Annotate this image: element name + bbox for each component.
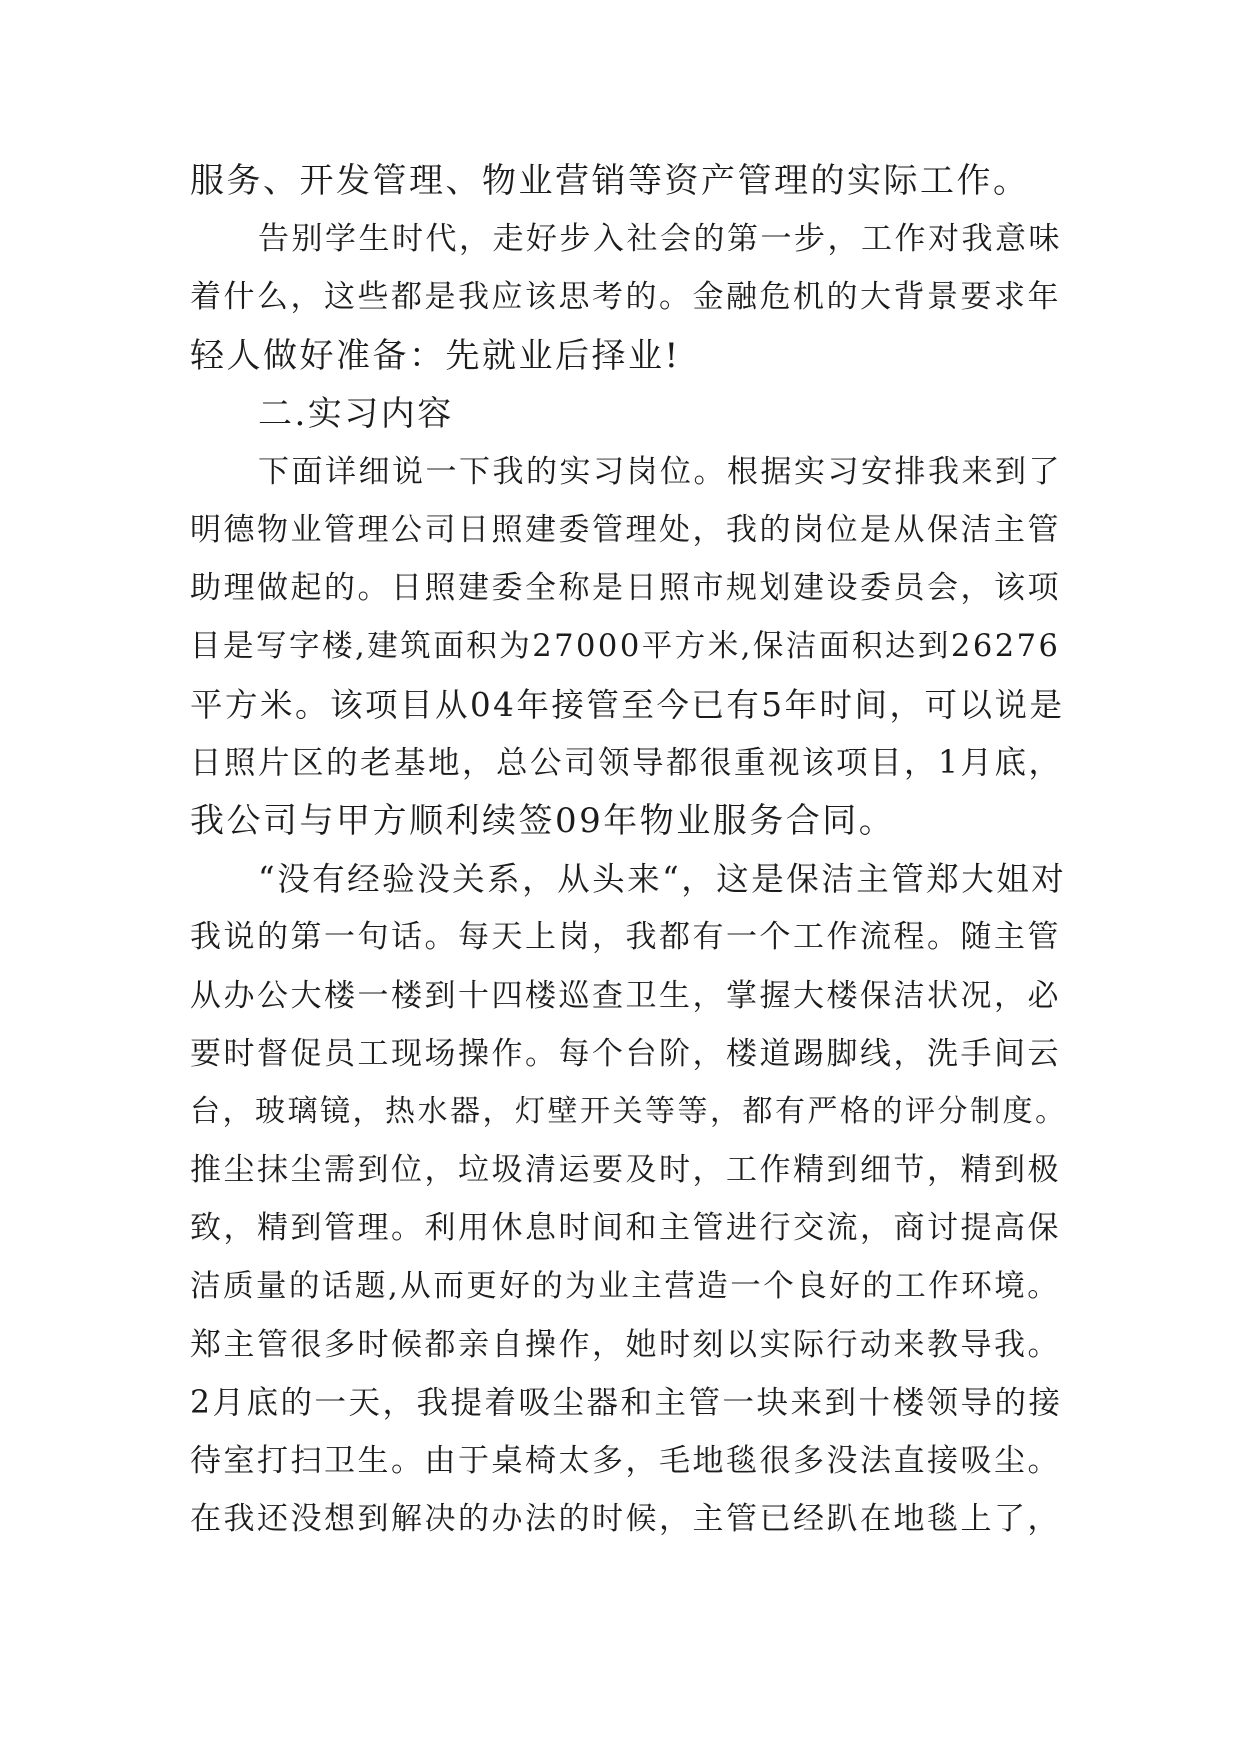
section-heading: 二.实习内容 <box>258 393 454 434</box>
text-line: 目是写字楼,建筑面积为27000平方米,保洁面积达到26276 <box>190 628 1061 664</box>
text-line: 轻人做好准备：先就业后择业! <box>190 335 681 376</box>
document-body <box>190 152 1070 1549</box>
text-line: 助理做起的。日照建委全称是日照市规划建设委员会，该项 <box>190 570 1061 607</box>
text-line: 从办公大楼一楼到十四楼巡查卫生，掌握大楼保洁状况，必 <box>190 977 1061 1014</box>
text-line: 日照片区的老基地，总公司领导都很重视该项目，1月底， <box>190 744 1063 781</box>
text-line: 推尘抹尘需到位，垃圾清运要及时，工作精到细节，精到极 <box>190 1152 1061 1189</box>
text-line: 致，精到管理。利用休息时间和主管进行交流，商讨提高保 <box>190 1210 1061 1247</box>
text-line: 告别学生时代，走好步入社会的第一步，工作对我意味 <box>258 221 1062 258</box>
text-line: 在我还没想到解决的办法的时候，主管已经趴在地毯上了， <box>190 1501 1061 1538</box>
text-line: 我说的第一句话。每天上岗，我都有一个工作流程。随主管 <box>190 919 1061 956</box>
text-line: 明德物业管理公司日照建委管理处，我的岗位是从保洁主管 <box>190 512 1061 549</box>
text-line: 我公司与甲方顺利续签09年物业服务合同。 <box>190 801 896 842</box>
text-line: 平方米。该项目从04年接管至今已有5年时间，可以说是 <box>190 685 1065 724</box>
text-line: 要时督促员工现场操作。每个台阶，楼道踢脚线，洗手间云 <box>190 1035 1061 1072</box>
text-line: 待室打扫卫生。由于桌椅太多，毛地毯很多没法直接吸尘。 <box>190 1443 1061 1480</box>
text-line: 2月底的一天，我提着吸尘器和主管一块来到十楼领导的接 <box>190 1384 1063 1421</box>
text-line: 台，玻璃镜，热水器，灯壁开关等等，都有严格的评分制度。 <box>190 1094 1068 1129</box>
text-line: 下面详细说一下我的实习岗位。根据实习安排我来到了 <box>258 453 1062 490</box>
text-line: 着什么，这些都是我应该思考的。金融危机的大背景要求年 <box>190 279 1061 316</box>
text-line: “没有经验没关系，从头来“，这是保洁主管郑大姐对 <box>258 860 1067 899</box>
text-line: 洁质量的话题,从而更好的为业主营造一个良好的工作环境。 <box>190 1268 1061 1304</box>
text-line: 服务、开发管理、物业营销等资产管理的实际工作。 <box>190 161 1030 201</box>
text-line: 郑主管很多时候都亲自操作，她时刻以实际行动来教导我。 <box>190 1326 1061 1363</box>
